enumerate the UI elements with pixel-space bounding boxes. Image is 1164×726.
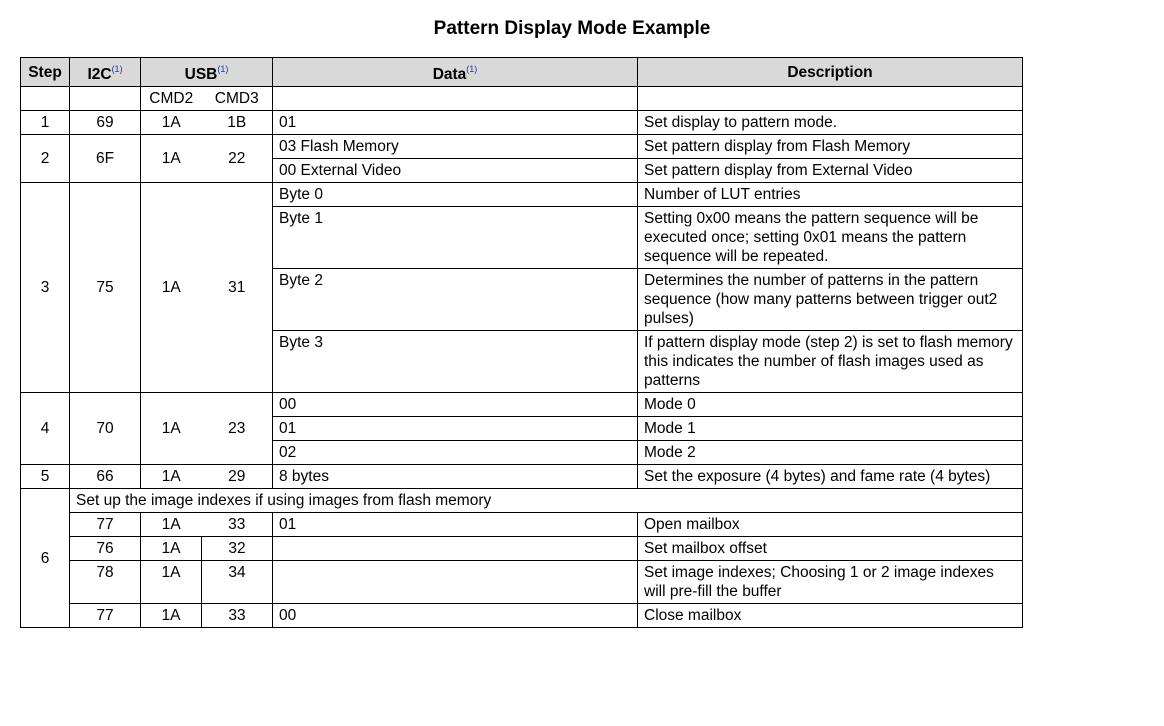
- step-cell: 1: [21, 111, 70, 135]
- cmd2-cell: 1A: [141, 393, 202, 465]
- cmd3-cell: 29: [202, 465, 273, 489]
- cmd2-cell: 1A: [141, 537, 202, 561]
- header-description: Description: [638, 58, 1023, 87]
- i2c-cell: 6F: [70, 135, 141, 183]
- cmd2-cell: 1A: [141, 465, 202, 489]
- step-cell: 6: [21, 489, 70, 628]
- step-cell: 3: [21, 183, 70, 393]
- description-cell: Mode 1: [638, 417, 1023, 441]
- cmd2-cell: 1A: [141, 561, 202, 604]
- cmd2-cell: 1A: [141, 513, 202, 537]
- data-cell: Byte 1: [273, 207, 638, 269]
- i2c-cell: 76: [70, 537, 141, 561]
- cmd2-cell: 1A: [141, 183, 202, 393]
- header-i2c: $I2C^{(1)}$: [70, 58, 141, 87]
- step-cell: 4: [21, 393, 70, 465]
- cmd2-cell: 1A: [141, 135, 202, 183]
- pattern-display-table: [20, 57, 1023, 628]
- i2c-cell: 70: [70, 393, 141, 465]
- footnote-link[interactable]: (1): [466, 64, 478, 74]
- table-row: [21, 465, 1023, 489]
- table-header-row: [21, 58, 1023, 87]
- step-cell: 2: [21, 135, 70, 183]
- step-note: Set up the image indexes if using images from flash memory: [70, 489, 1023, 513]
- data-cell: [273, 561, 638, 604]
- page-title: Pattern Display Mode Example: [433, 18, 711, 39]
- table-row: [21, 111, 1023, 135]
- table-row: [21, 604, 1023, 628]
- data-cell: 01: [273, 111, 638, 135]
- description-cell: Mode 2: [638, 441, 1023, 465]
- description-cell: Open mailbox: [638, 513, 1023, 537]
- header-cmd3: CMD3: [202, 87, 273, 111]
- data-cell: 01: [273, 417, 638, 441]
- header-cmd2: CMD2: [141, 87, 202, 111]
- table-subheader-row: [21, 87, 1023, 111]
- i2c-cell: 66: [70, 465, 141, 489]
- i2c-cell: 77: [70, 604, 141, 628]
- table-row: [21, 393, 1023, 417]
- data-cell: 00: [273, 604, 638, 628]
- cmd3-cell: 33: [202, 604, 273, 628]
- description-cell: Set pattern display from Flash Memory: [638, 135, 1023, 159]
- description-cell: Number of LUT entries: [638, 183, 1023, 207]
- data-cell: Byte 3: [273, 331, 638, 393]
- description-cell: Determines the number of patterns in the pattern sequence (how many patterns between trigger out2 pulses): [638, 269, 1023, 331]
- cmd3-cell: 1B: [202, 111, 273, 135]
- description-cell: Set mailbox offset: [638, 537, 1023, 561]
- table-row: [21, 489, 1023, 513]
- table-row: [21, 135, 1023, 159]
- data-cell: Byte 0: [273, 183, 638, 207]
- header-data: Data$^{(1)}$: [273, 58, 638, 87]
- cmd3-cell: 32: [202, 537, 273, 561]
- cmd3-cell: 34: [202, 561, 273, 604]
- table-row: [21, 537, 1023, 561]
- cmd2-cell: 1A: [141, 111, 202, 135]
- data-cell: 00 External Video: [273, 159, 638, 183]
- data-cell: 01: [273, 513, 638, 537]
- description-cell: Set pattern display from External Video: [638, 159, 1023, 183]
- description-cell: Set display to pattern mode.: [638, 111, 1023, 135]
- i2c-cell: 75: [70, 183, 141, 393]
- description-cell: Close mailbox: [638, 604, 1023, 628]
- cmd2-cell: 1A: [141, 604, 202, 628]
- footnote-link[interactable]: (1): [111, 64, 123, 74]
- table-row: [21, 513, 1023, 537]
- cmd3-cell: 23: [202, 393, 273, 465]
- header-step: Step: [21, 58, 70, 87]
- data-cell: 03 Flash Memory: [273, 135, 638, 159]
- data-cell: [273, 537, 638, 561]
- table-row: [21, 561, 1023, 604]
- step-cell: 5: [21, 465, 70, 489]
- description-cell: Setting 0x00 means the pattern sequence will be executed once; setting 0x01 means the pattern sequence will be repeated.: [638, 207, 1023, 269]
- i2c-cell: 78: [70, 561, 141, 604]
- data-cell: 02: [273, 441, 638, 465]
- cmd3-cell: 22: [202, 135, 273, 183]
- description-cell: Set the exposure (4 bytes) and fame rate (4 bytes): [638, 465, 1023, 489]
- data-cell: Byte 2: [273, 269, 638, 331]
- cmd3-cell: 33: [202, 513, 273, 537]
- description-cell: If pattern display mode (step 2) is set to flash memory this indicates the number of flash images used as patterns: [638, 331, 1023, 393]
- data-cell: 8 bytes: [273, 465, 638, 489]
- cmd3-cell: 31: [202, 183, 273, 393]
- description-cell: Mode 0: [638, 393, 1023, 417]
- data-cell: 00: [273, 393, 638, 417]
- header-usb: USB$^{(1)}$: [141, 58, 273, 87]
- table-row: [21, 183, 1023, 207]
- description-cell: Set image indexes; Choosing 1 or 2 image indexes will pre-fill the buffer: [638, 561, 1023, 604]
- i2c-cell: 69: [70, 111, 141, 135]
- i2c-cell: 77: [70, 513, 141, 537]
- footnote-link[interactable]: (1): [217, 64, 229, 74]
